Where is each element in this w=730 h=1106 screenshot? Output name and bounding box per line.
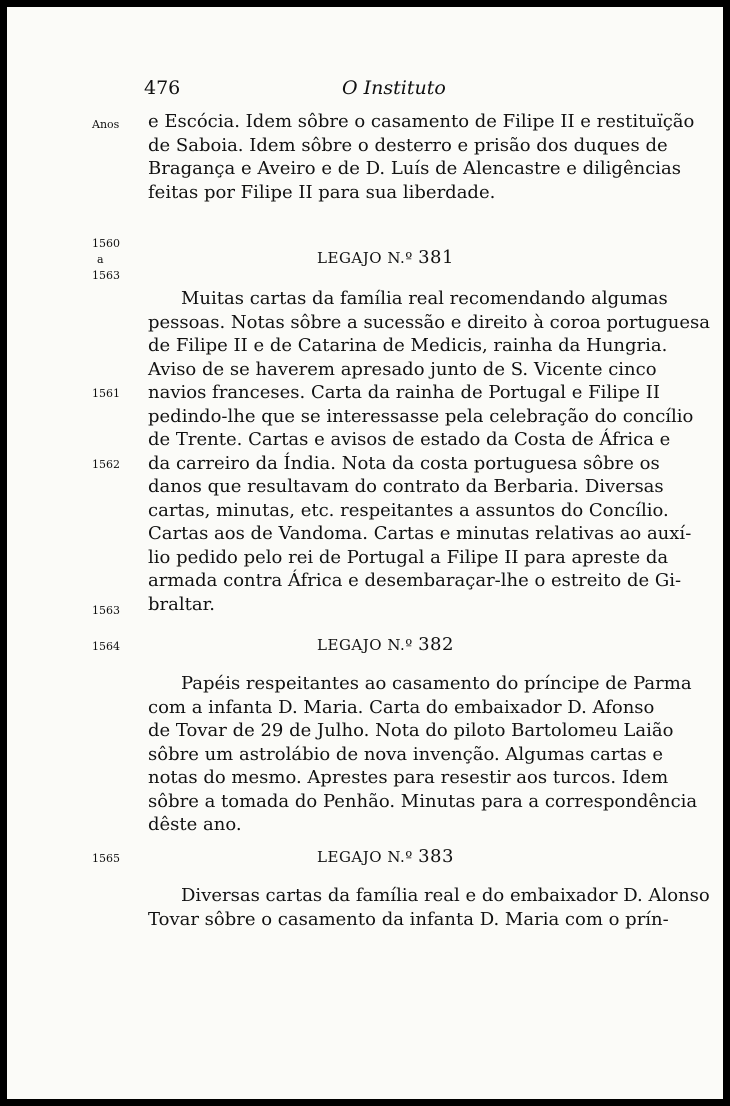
text-line: notas do mesmo. Aprestes para resestir aos turcos. Idem	[148, 767, 669, 788]
text-line: cartas, minutas, etc. respeitantes a assuntos do Concílio.	[148, 499, 669, 521]
text-line: lio pedido pelo rei de Portugal a Filipe II para apreste da	[148, 546, 669, 568]
margin-note-1561: 1561	[92, 387, 120, 400]
text-line: navios franceses. Carta da rainha de Portugal e Filipe II	[148, 382, 660, 403]
text-line: pessoas. Notas sôbre a sucessão e direito à coroa portuguesa	[148, 311, 711, 333]
text-line: armada contra África e desembaraçar-lhe o estreito de Gi-	[148, 570, 682, 591]
heading-number: 382	[418, 634, 454, 655]
text-line: dêste ano.	[148, 814, 242, 835]
text-line: Tovar sôbre o casamento da infanta D. Maria com o prín-	[148, 908, 669, 930]
text-line: braltar.	[148, 593, 215, 615]
text-line: Muitas cartas da família real recomendando algumas	[181, 288, 668, 309]
section-heading-legajo-381	[148, 247, 623, 268]
text-line: sôbre um astrolábio de nova invenção. Algumas cartas e	[148, 743, 664, 765]
text-line: de Filipe II e de Catarina de Medicis, rainha da Hungria.	[148, 335, 668, 356]
heading-label: LEGAJO N.º	[317, 249, 413, 267]
text-line: de Saboia. Idem sôbre o desterro e prisão dos duques de	[148, 134, 668, 156]
text-line: de Tovar de 29 de Julho. Nota do piloto Bartolomeu Laião	[148, 720, 674, 741]
heading-label: LEGAJO N.º	[317, 848, 413, 866]
margin-note-1564: 1564	[92, 640, 120, 653]
text-line: Cartas aos de Vandoma. Cartas e minutas relativas ao auxí-	[148, 523, 692, 544]
margin-note-1562: 1562	[92, 458, 120, 471]
text-line: Bragança e Aveiro e de D. Luís de Alencastre e diligências	[148, 158, 681, 179]
running-title: O Instituto	[342, 77, 446, 99]
section-heading-legajo-383	[148, 846, 623, 867]
margin-note-1565: 1565	[92, 852, 120, 865]
margin-note-1560: 1560	[92, 237, 120, 250]
heading-label: LEGAJO N.º	[317, 636, 413, 654]
text-line: danos que resultavam do contrato da Berbaria. Diversas	[148, 476, 664, 497]
section-heading-legajo-382	[148, 634, 623, 655]
text-line: Papéis respeitantes ao casamento do príncipe de Parma	[181, 673, 692, 694]
text-line: Diversas cartas da família real e do embaixador D. Alonso	[181, 885, 710, 906]
page-header	[7, 77, 723, 101]
text-line: Aviso de se haverem apresado junto de S. Vicente cinco	[148, 358, 657, 380]
text-line: feitas por Filipe II para sua liberdade.	[148, 181, 496, 203]
paragraph-continuation	[148, 110, 695, 204]
text-line: da carreiro da Índia. Nota da costa portuguesa sôbre os	[148, 452, 660, 474]
margin-note-1563-b: 1563	[92, 604, 120, 617]
text-line: pedindo-lhe que se interessasse pela celebração do concílio	[148, 405, 694, 427]
paragraph-legajo-383	[148, 884, 710, 931]
text-line: sôbre a tomada do Penhão. Minutas para a correspondência	[148, 790, 698, 812]
book-page	[7, 7, 723, 1099]
heading-number: 381	[418, 247, 454, 268]
text-line: e Escócia. Idem sôbre o casamento de Filipe II e restituïção	[148, 111, 695, 132]
margin-note-a: a	[97, 253, 104, 266]
page-number: 476	[144, 77, 181, 99]
paragraph-legajo-381	[148, 287, 711, 616]
text-line: com a infanta D. Maria. Carta do embaixador D. Afonso	[148, 696, 655, 718]
paragraph-legajo-382	[148, 672, 698, 837]
margin-note-1563: 1563	[92, 269, 120, 282]
text-line: de Trente. Cartas e avisos de estado da Costa de África e	[148, 429, 671, 450]
margin-note-anos: Anos	[92, 118, 120, 131]
heading-number: 383	[418, 846, 454, 867]
